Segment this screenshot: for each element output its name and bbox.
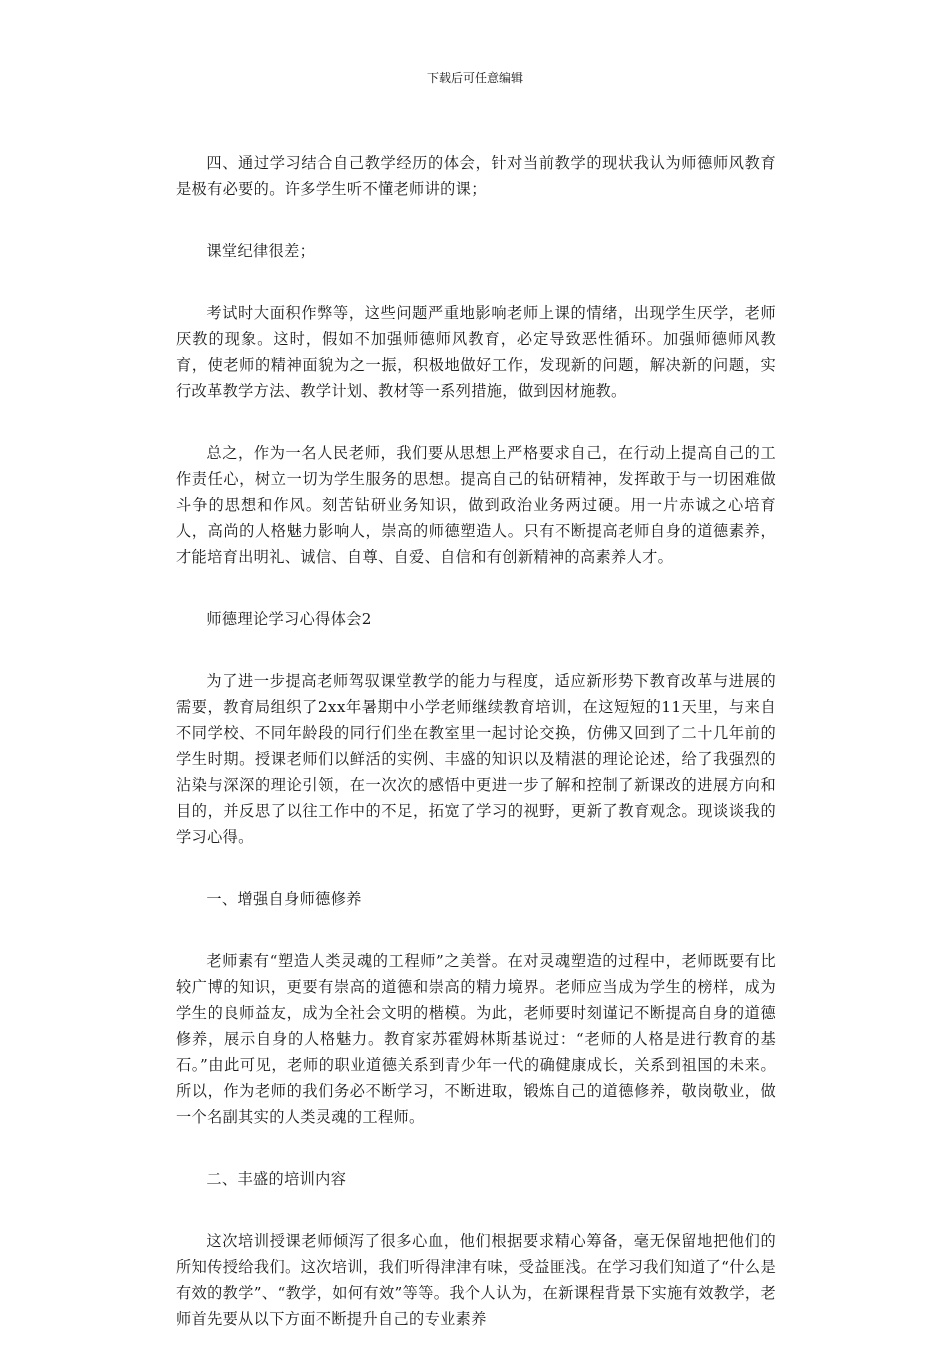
paragraph-training-intro: 为了进一步提高老师驾驭课堂教学的能力与程度，适应新形势下教育改革与进展的需要，教育局组织了2xx年暑期中小学老师继续教育培训，在这短短的11天里，与来自不同学校、不同年龄段的同行们坐在教室里一起讨论交换，仿佛又回到了二十几年前的学生时期。授课老师们以鲜活的实例、丰盛的知识以及精湛的理论论述，给了我强烈的沾染与深深的理论引领，在一次次的感悟中更进一步了解和控制了新课改的进展方向和目的，并反思了以往工作中的不足，拓宽了学习的视野，更新了教育观念。现谈谈我的学习心得。 — [176, 672, 776, 846]
paragraph-point-four: 四、通过学习结合自己教学经历的体会，针对当前教学的现状我认为师德师风教育是极有必要的。许多学生听不懂老师讲的课； — [176, 154, 776, 198]
section-title-experience-2: 师德理论学习心得体会2 — [206, 610, 372, 628]
paragraph-conclusion: 总之，作为一名人民老师，我们要从思想上严格要求自己，在行动上提高自己的工作责任心，树立一切为学生服务的思想。提高自己的钻研精神，发挥敢于与一切困难做斗争的思想和作风。刻苦钻研业务知识，做到政治业务两过硬。用一片赤诚之心培育人，高尚的人格魅力影响人，崇高的师德塑造人。只有不断提高老师自身的道德素养，才能培育出明礼、诚信、自尊、自爱、自信和有创新精神的高素养人才。 — [176, 444, 776, 566]
heading-ethics-cultivation: 一、增强自身师德修养 — [206, 890, 362, 908]
document-body — [176, 150, 776, 1368]
heading-training-content: 二、丰盛的培训内容 — [206, 1170, 347, 1188]
page-header: 下载后可任意编辑 — [426, 71, 523, 85]
paragraph-exam-cheating: 考试时大面积作弊等，这些问题严重地影响老师上课的情绪，出现学生厌学，老师厌教的现象。这时，假如不加强师德师风教育，必定导致恶性循环。加强师德师风教育，使老师的精神面貌为之一振，积极地做好工作，发现新的问题，解决新的问题，实行改革教学方法、教学计划、教材等一系列措施，做到因材施教。 — [176, 304, 776, 400]
paragraph-training-details: 这次培训授课老师倾泻了很多心血，他们根据要求精心筹备，毫无保留地把他们的所知传授给我们。这次培训，我们听得津津有味，受益匪浅。在学习我们知道了“什么是有效的教学”、“教学，如何有效”等等。我个人认为，在新课程背景下实施有效教学，老师首先要从以下方面不断提升自己的专业素养 — [176, 1232, 776, 1328]
paragraph-classroom-discipline: 课堂纪律很差； — [206, 242, 316, 260]
paragraph-soul-engineer: 老师素有“塑造人类灵魂的工程师”之美誉。在对灵魂塑造的过程中，老师既要有比较广博的知识，更要有崇高的道德和崇高的精力境界。老师应当成为学生的榜样，成为学生的良师益友，成为全社会文明的楷模。为此，老师要时刻谨记不断提高自身的道德修养，展示自身的人格魅力。教育家苏霍姆林斯基说过：“老师的人格是进行教育的基石。”由此可见，老师的职业道德关系到青少年一代的确健康成长，关系到祖国的未来。所以，作为老师的我们务必不断学习，不断进取，锻炼自己的道德修养，敬岗敬业，做一个名副其实的人类灵魂的工程师。 — [176, 952, 776, 1126]
